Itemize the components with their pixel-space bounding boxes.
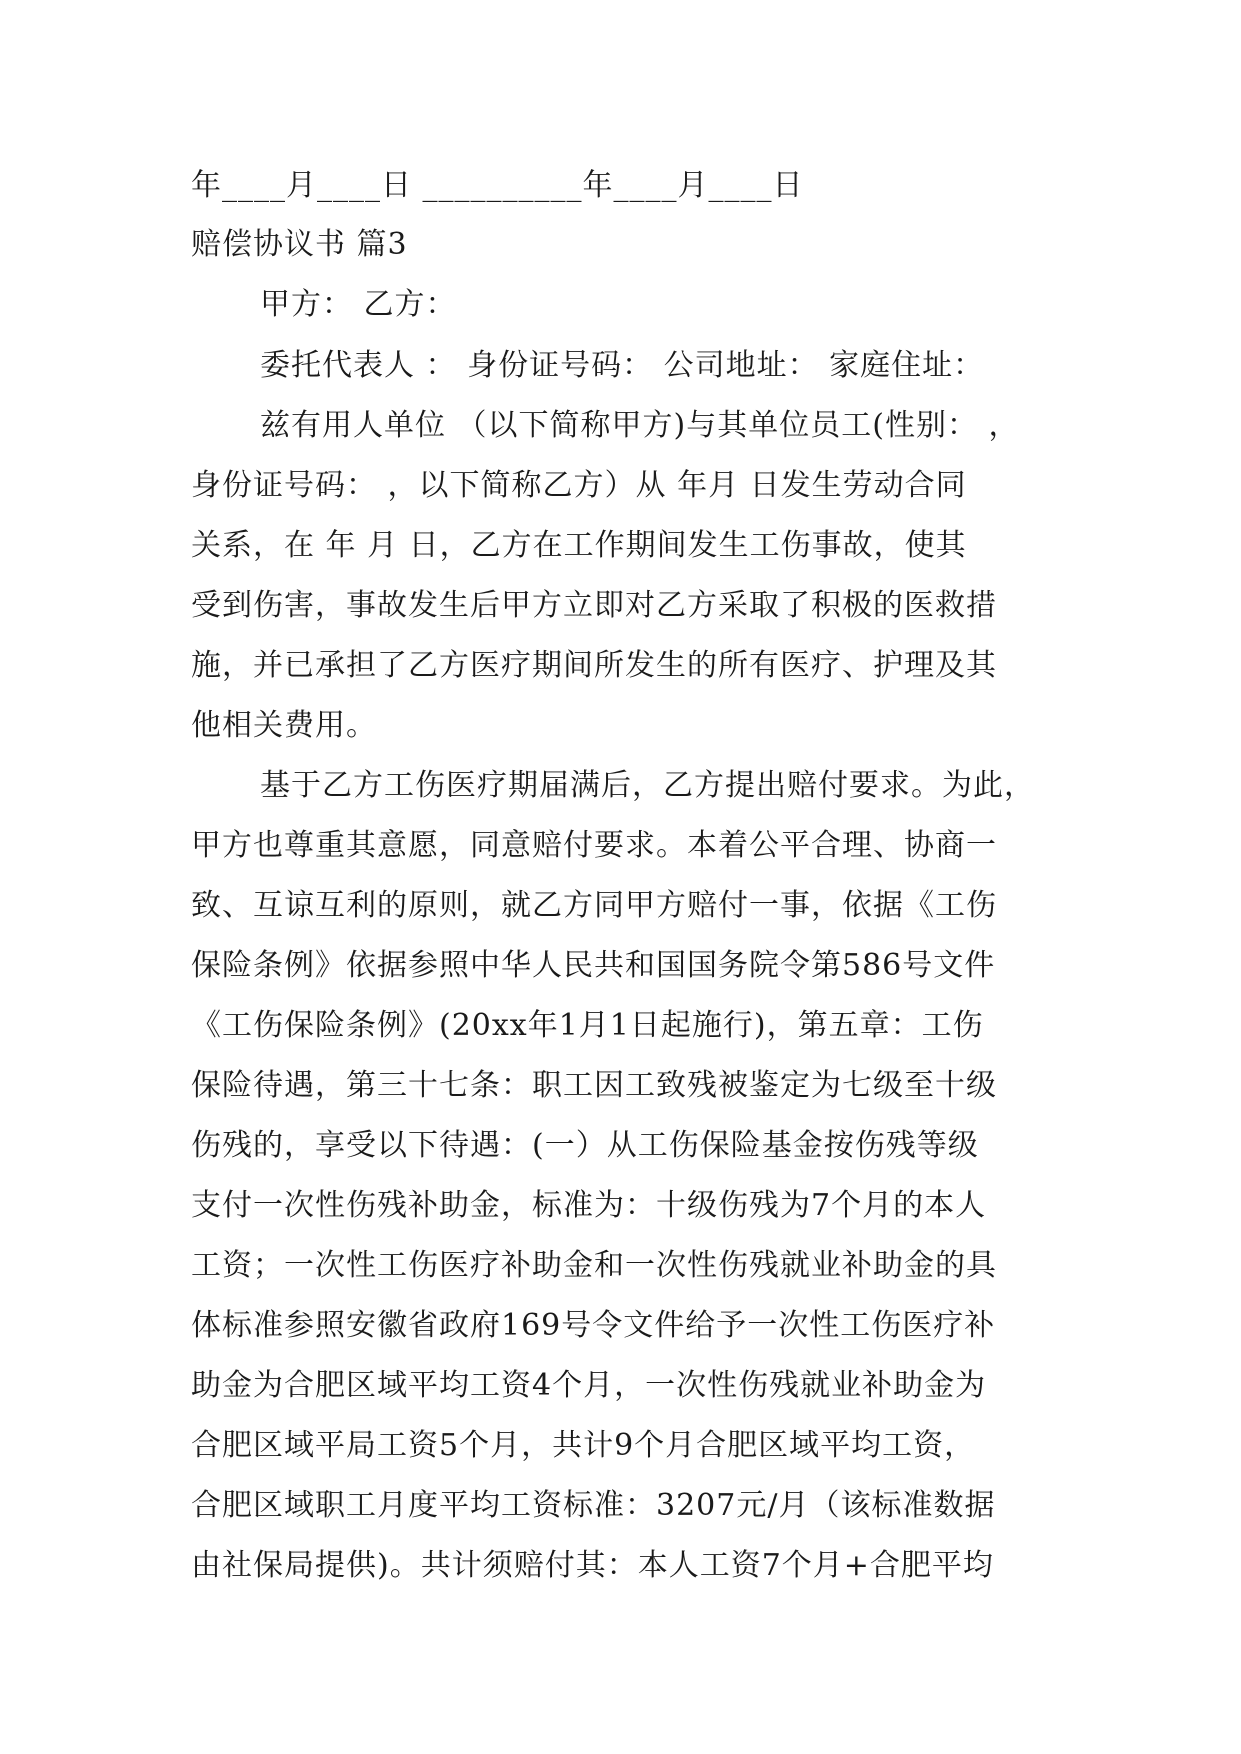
paragraph-line: 施，并已承担了乙方医疗期间所发生的所有医疗、护理及其 xyxy=(191,648,997,683)
fields-line: 委托代表人 ： 身份证号码： 公司地址： 家庭住址： xyxy=(260,348,985,383)
paragraph-line: 工资；一次性工伤医疗补助金和一次性伤残就业补助金的具 xyxy=(191,1248,997,1283)
paragraph-line: 基于乙方工伤医疗期届满后，乙方提出赔付要求。为此， xyxy=(260,768,1035,803)
paragraph-line: 受到伤害，事故发生后甲方立即对乙方采取了积极的医救措 xyxy=(191,588,997,623)
paragraph-line: 保险条例》依据参照中华人民共和国国务院令第586号文件 xyxy=(191,948,996,983)
paragraph-line: 致、互谅互利的原则，就乙方同甲方赔付一事，依据《工伤 xyxy=(191,888,997,923)
paragraph-line: 合肥区域职工月度平均工资标准：3207元/月（该标准数据 xyxy=(191,1488,996,1523)
paragraph-line: 合肥区域平局工资5个月，共计9个月合肥区域平均工资， xyxy=(191,1428,976,1463)
paragraph-line: 支付一次性伤残补助金，标准为：十级伤残为7个月的本人 xyxy=(191,1188,987,1223)
paragraph-line: 由社保局提供)。共计须赔付其：本人工资7个月+合肥平均 xyxy=(191,1548,994,1583)
parties-line: 甲方： 乙方： xyxy=(260,287,457,322)
paragraph-line: 关系，在 年 月 日，乙方在工作期间发生工伤事故，使其 xyxy=(191,528,967,563)
date-line: 年____月____日 __________年____月____日 xyxy=(191,168,804,203)
paragraph-line: 《工伤保险条例》(20xx年1月1日起施行)，第五章：工伤 xyxy=(191,1008,984,1043)
paragraph-line: 身份证号码： ，以下简称乙方）从 年月 日发生劳动合同 xyxy=(191,468,967,503)
paragraph-line: 伤残的，享受以下待遇：(一）从工伤保险基金按伤残等级 xyxy=(191,1128,979,1163)
paragraph-line: 兹有用人单位 （以下简称甲方)与其单位员工(性别： ， xyxy=(260,408,1020,443)
paragraph-line: 保险待遇，第三十七条：职工因工致残被鉴定为七级至十级 xyxy=(191,1068,997,1103)
paragraph-line: 体标准参照安徽省政府169号令文件给予一次性工伤医疗补 xyxy=(191,1308,996,1343)
paragraph-line: 他相关费用。 xyxy=(191,708,377,743)
document-heading: 赔偿协议书 篇3 xyxy=(191,227,408,262)
paragraph-line: 甲方也尊重其意愿，同意赔付要求。本着公平合理、协商一 xyxy=(191,828,997,863)
paragraph-line: 助金为合肥区域平均工资4个月，一次性伤残就业补助金为 xyxy=(191,1368,987,1403)
